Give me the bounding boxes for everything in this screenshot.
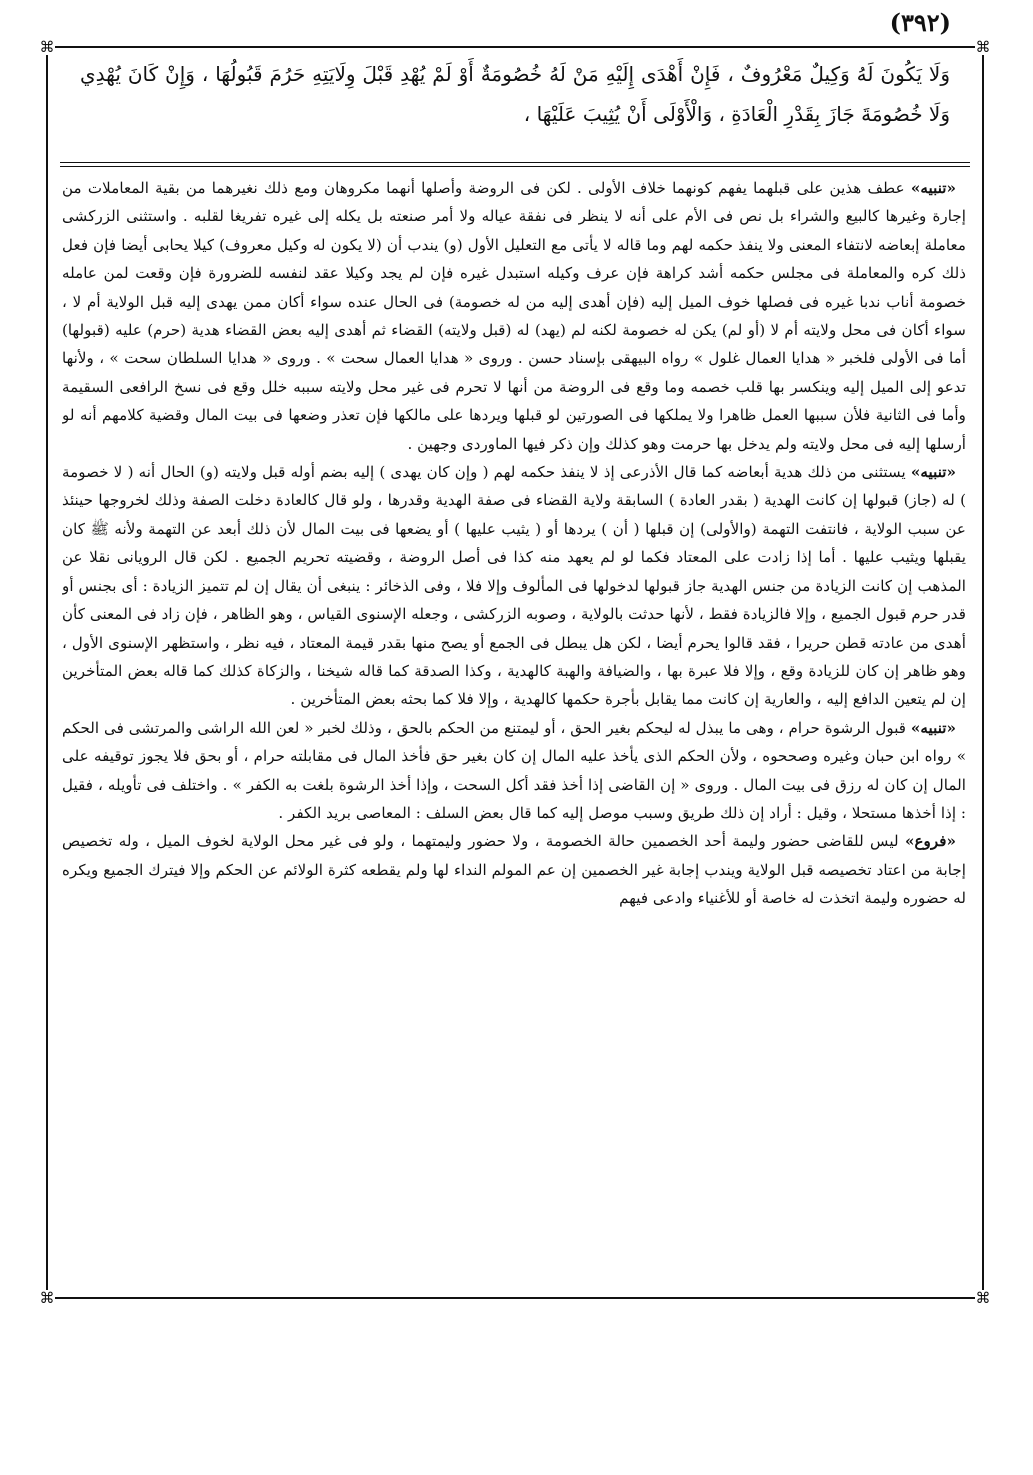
commentary-paragraph: [62, 458, 966, 714]
paragraph-text: يستثنى من ذلك هدية أبعاضه كما قال الأذرعى إذ لا ينفذ حكمه لهم ( وإن كان يهدى ) إليه بضم أوله قبل ولايته (و) الحال أنه ( لا خصومة ) له (جاز) قبولها إن كانت الهدية ( بقدر العادة ) السابقة ولاية القضاء فى صفة الهدية وقدرها ، ولو قال كالعادة دخلت الصفة وذلك لخروجها حينئذ عن سبب الولاية ، فانتفت التهمة (والأولى) إن قبلها ( أن ) يردها أو ( يثيب عليها ) أو يضعها فى بيت المال لأن ذلك أبعد عن التهمة ولأنه ﷺ كان يقبلها ويثيب عليها . أما إذا زادت على المعتاد فكما لو لم يعهد منه كذا فى أصل الروضة ، وقضيته تحريم الجميع . لكن قال الرويانى نقلا عن المذهب إن كانت الزيادة من جنس الهدية جاز قبولها لدخولها فى المألوف وإلا فلا ، وفى الذخائر : ينبغى أن يقال إن لم تتميز الزيادة : أى بجنس أو قدر حرم قبول الجميع ، وإلا فالزيادة فقط ، لأنها حدثت بالولاية ، وصوبه الزركشى ، وجعله الإسنوى القياس ، وهو الظاهر ، فإن زاد فى المعنى كأن أهدى من عادته قطن حريرا ، فقد قالوا يحرم أيضا ، لكن هل يبطل فى الجمع أو يصح منها بقدر قيمة المعتاد ، فيه نظر ، واستظهر الإسنوى الأول ، وهو ظاهر إن كان للزيادة وقع ، وإلا فلا عبرة بها ، والضيافة والهبة كالهدية ، وكذا الصدقة كما قاله شيخنا ، والزكاة كذلك كما قاله بعض المتأخرين إن لم يتعين الدافع إليه ، والعارية إن كانت مما يقابل بأجرة حكمها كالهدية ، وإلا فلا كما بحثه بعض المتأخرين .: [62, 463, 966, 709]
commentary-paragraph: [62, 714, 966, 828]
paragraph-text: قبول الرشوة حرام ، وهى ما يبذل له ليحكم بغير الحق ، أو ليمتنع من الحكم بالحق ، وذلك لخبر « لعن الله الراشى والمرتشى فى الحكم » رواه ابن حبان وغيره وصححوه ، ولأن الحكم الذى يأخذ عليه المال إن كان بغير حق فأخذ المال فى مقابلته حرام ، أو بحق فلا يجوز توقيفه على المال إن كان له رزق فى بيت المال . وروى « إن القاضى إذا أخذ فقد أكل السحت ، وإذا أخذ الرشوة بلغت به الكفر » . واختلف فى تأويله ، فقيل : إذا أخذها مستحلا ، وقيل : أراد إن ذلك طريق وسبب موصل إليه كما قال بعض السلف : المعاصى بريد الكفر .: [62, 718, 966, 822]
frame-top-rule: [52, 46, 978, 48]
section-label: «تنبيه»: [910, 718, 956, 737]
section-label: «تنبيه»: [910, 179, 956, 197]
commentary-body: [62, 174, 966, 1281]
paragraph-text: ليس للقاضى حضور وليمة أحد الخصمين حالة الخصومة ، ولا حضور وليمتهما ، ولو فى غير محل الولاية لخوف الميل ، وله تخصيص إجابة من اعتاد تخصيصه قبل الولاية ويندب إجابة غير الخصمين إن عم المولم النداء لها ولم يقطعه كثرة الولائم عن الحكم وإلا فيترك الجميع ويكره له حضوره وليمة اتخذت له خاصة أو للأغنياء وادعى فيهم: [62, 832, 966, 908]
page-number: (٣٩٢): [889, 8, 951, 37]
frame-bottom-rule: [52, 1297, 978, 1299]
section-label: «تنبيه»: [910, 463, 956, 482]
corner-ornament-icon: ⌘: [975, 38, 991, 56]
frame-left-rule: [46, 52, 48, 1293]
matn-sharh-separator: [60, 162, 970, 167]
corner-ornament-icon: ⌘: [39, 38, 55, 56]
corner-ornament-icon: ⌘: [975, 1289, 991, 1307]
paragraph-text: عطف هذين على قبلهما يفهم كونهما خلاف الأولى . لكن فى الروضة وأصلها أنهما مكروهان ومع ذلك نغيرهما من بقية المعاملات من إجارة وغيرها كالبيع والشراء بل نص فى الأم على أنه لا ينظر فى نفقة عياله ولا أمر صنعته بل يكله إلى غيره تفريغا لقلبه . واستثنى الزركشى معاملة إبعاضه لانتفاء المعنى ولا ينفذ حكمه لهم وما قاله لا يأتى مع التعليل الأول (و) يندب أن (لا يكون له وكيل معروف) كيلا يحابى أيضا فإن فعل ذلك كره والمعاملة فى مجلس حكمه أشد كراهة فإن عرف وكيله استبدل غيره فإن لم يجد وكيلا عقد لنفسه للضرورة فإن وقعت لمن عامله خصومة أناب ندبا غيره فى فصلها خوف الميل إليه (فإن أهدى إليه من له خصومة) فى الحال عنده سواء أكان ممن يهدى إليه قبل الولاية أم لا ، سواء أكان فى محل ولايته أم لا (أو لم) يكن له خصومة لكنه لم (يهد) له (قبل ولايته) القضاء ثم أهدى إليه بعض القضاء هدية (حرم) عليه (قبولها) أما فى الأولى فلخبر « هدايا العمال غلول » رواه البيهقى بإسناد حسن . وروى « هدايا العمال سحت » . وروى « هدايا السلطان سحت » ، ولأنها تدعو إلى الميل إليه وينكسر بها قلب خصمه وما وقع فى الروضة من أنها لا تحرم فى غير محل ولايته سببه خلل وقع فى نسخ الرافعى السقيمة وأما فى الثانية فلأن سببها العمل ظاهرا ولا يملكها فى الصورتين لو قبلها ويردها على مالكها فإن تعذر وضعها فى بيت المال وقضية كلامهم أنه لو أرسلها إليه فى محل ولايته ولم يدخل بها حرمت وهو كذلك وإن ذكر فيها الماوردى وجهين .: [62, 179, 966, 453]
section-label: «فروع»: [904, 832, 957, 851]
page-frame: [40, 40, 990, 1305]
corner-ornament-icon: ⌘: [39, 1289, 55, 1307]
commentary-paragraph: [62, 827, 966, 912]
commentary-paragraph: [62, 174, 966, 458]
matn-text: وَلَا يَكُونَ لَهُ وَكِيلٌ مَعْرُوفٌ ، فَإِنْ أَهْدَى إِلَيْهِ مَنْ لَهُ خُصُومَةٌ أَوْ لَمْ يُهْدِ قَبْلَ وِلَايَتِهِ حَرُمَ قَبُولُهَا ، وَإِنْ كَانَ يُهْدِي وَلَا خُصُومَةَ جَازَ بِقَدْرِ الْعَادَةِ ، وَالْأَوْلَى أَنْ يُثِيبَ عَلَيْهَا ،: [80, 62, 950, 126]
frame-right-rule: [982, 52, 984, 1293]
